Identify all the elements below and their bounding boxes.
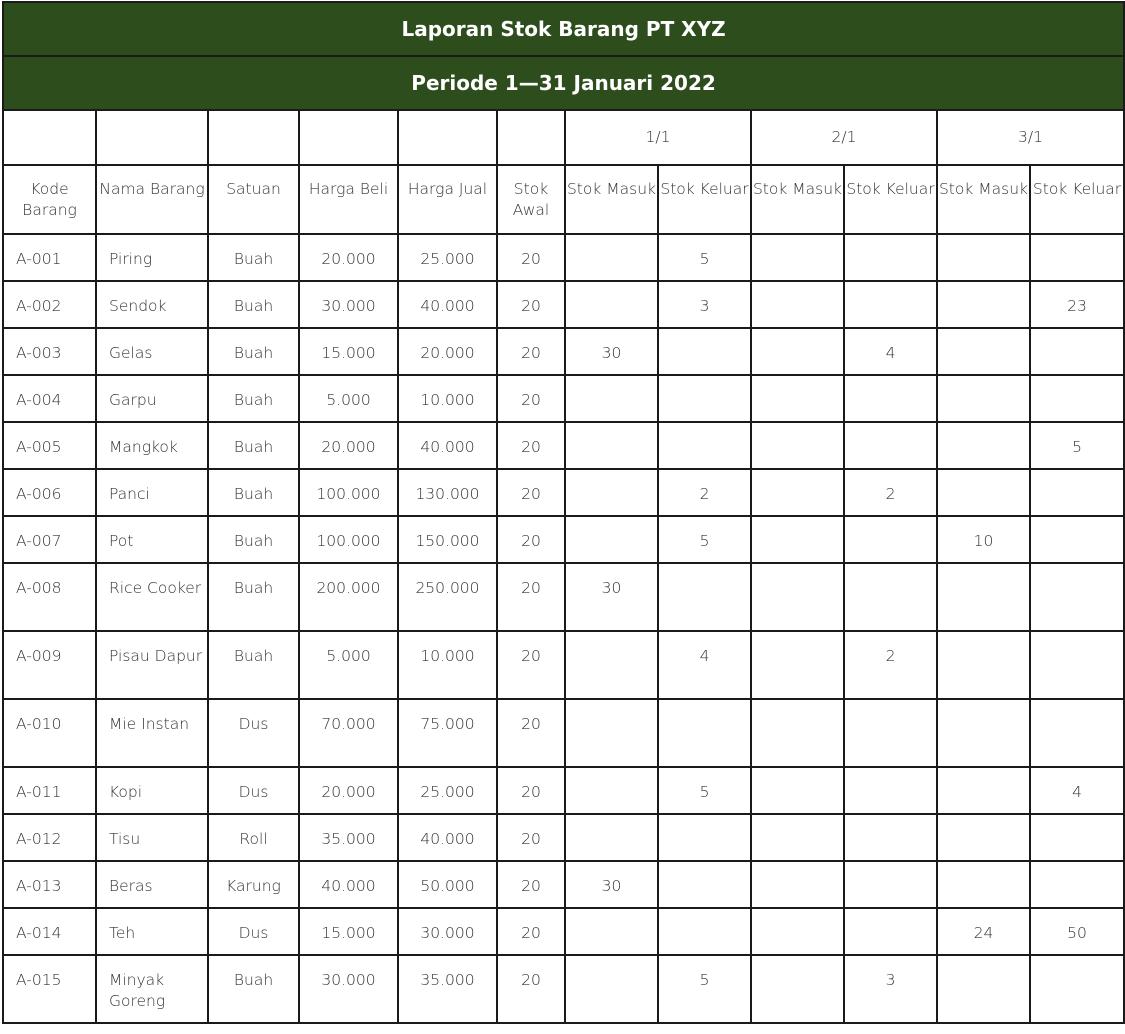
table-row — [3, 375, 1124, 422]
cell-stok-keluar-2 — [844, 375, 937, 422]
cell-satuan: Buah — [208, 375, 299, 422]
cell-nama: Garpu — [96, 375, 208, 422]
cell-stok-masuk-1 — [565, 422, 658, 469]
table-row — [3, 516, 1124, 563]
cell-harga-beli: 30.000 — [299, 281, 398, 328]
cell-stok-awal: 20 — [497, 699, 565, 767]
cell-satuan: Dus — [208, 699, 299, 767]
cell-stok-masuk-1 — [565, 814, 658, 861]
cell-stok-masuk-3: 10 — [937, 516, 1030, 563]
cell-stok-keluar-3 — [1030, 516, 1124, 563]
cell-satuan: Buah — [208, 328, 299, 375]
cell-stok-masuk-3 — [937, 699, 1030, 767]
cell-stok-masuk-3 — [937, 767, 1030, 814]
cell-satuan: Dus — [208, 767, 299, 814]
cell-stok-awal: 20 — [497, 422, 565, 469]
cell-stok-masuk-3 — [937, 563, 1030, 631]
cell-harga-beli: 5.000 — [299, 631, 398, 699]
col-header-stok-keluar: Stok Keluar — [844, 165, 937, 234]
cell-stok-keluar-3: 50 — [1030, 908, 1124, 955]
cell-stok-keluar-2: 4 — [844, 328, 937, 375]
empty-header-cell — [299, 110, 398, 165]
cell-kode: A-009 — [3, 631, 96, 699]
empty-header-cell — [497, 110, 565, 165]
cell-stok-awal: 20 — [497, 814, 565, 861]
cell-stok-masuk-3 — [937, 234, 1030, 281]
cell-stok-masuk-1: 30 — [565, 328, 658, 375]
cell-harga-beli: 5.000 — [299, 375, 398, 422]
cell-stok-keluar-3: 5 — [1030, 422, 1124, 469]
cell-nama: Piring — [96, 234, 208, 281]
stock-report — [2, 1, 1123, 1024]
cell-kode: A-015 — [3, 955, 96, 1023]
col-header-harga-beli: Harga Beli — [299, 165, 398, 234]
cell-stok-keluar-2 — [844, 281, 937, 328]
cell-stok-masuk-1 — [565, 631, 658, 699]
cell-stok-masuk-2 — [751, 281, 844, 328]
cell-stok-keluar-3 — [1030, 631, 1124, 699]
cell-stok-masuk-2 — [751, 955, 844, 1023]
cell-stok-masuk-2 — [751, 908, 844, 955]
cell-stok-masuk-3 — [937, 861, 1030, 908]
table-row — [3, 699, 1124, 767]
cell-nama: Pisau Dapur — [96, 631, 208, 699]
cell-harga-beli: 100.000 — [299, 516, 398, 563]
cell-harga-jual: 10.000 — [398, 631, 497, 699]
cell-stok-awal: 20 — [497, 328, 565, 375]
cell-stok-keluar-2 — [844, 563, 937, 631]
cell-nama: Pot — [96, 516, 208, 563]
cell-harga-jual: 10.000 — [398, 375, 497, 422]
cell-kode: A-005 — [3, 422, 96, 469]
cell-stok-keluar-1: 3 — [658, 281, 751, 328]
cell-kode: A-008 — [3, 563, 96, 631]
cell-kode: A-006 — [3, 469, 96, 516]
cell-nama: Rice Cooker — [96, 563, 208, 631]
cell-stok-masuk-1 — [565, 281, 658, 328]
cell-kode: A-004 — [3, 375, 96, 422]
cell-stok-keluar-2: 3 — [844, 955, 937, 1023]
cell-nama: Gelas — [96, 328, 208, 375]
cell-stok-masuk-1 — [565, 234, 658, 281]
table-row — [3, 631, 1124, 699]
cell-nama: Tisu — [96, 814, 208, 861]
cell-stok-masuk-2 — [751, 631, 844, 699]
column-header-row — [3, 165, 1124, 234]
cell-satuan: Roll — [208, 814, 299, 861]
cell-kode: A-002 — [3, 281, 96, 328]
cell-stok-keluar-1: 5 — [658, 234, 751, 281]
cell-stok-masuk-3 — [937, 422, 1030, 469]
cell-stok-keluar-3: 23 — [1030, 281, 1124, 328]
cell-stok-masuk-1 — [565, 955, 658, 1023]
cell-stok-keluar-1 — [658, 908, 751, 955]
table-row — [3, 281, 1124, 328]
cell-stok-keluar-3: 4 — [1030, 767, 1124, 814]
cell-stok-masuk-3 — [937, 281, 1030, 328]
cell-harga-jual: 35.000 — [398, 955, 497, 1023]
table-row — [3, 422, 1124, 469]
empty-header-cell — [3, 110, 96, 165]
cell-harga-beli: 200.000 — [299, 563, 398, 631]
cell-satuan: Buah — [208, 422, 299, 469]
cell-harga-beli: 20.000 — [299, 422, 398, 469]
cell-harga-jual: 40.000 — [398, 281, 497, 328]
cell-stok-keluar-1: 5 — [658, 767, 751, 814]
cell-kode: A-011 — [3, 767, 96, 814]
cell-stok-awal: 20 — [497, 955, 565, 1023]
cell-stok-keluar-2 — [844, 422, 937, 469]
cell-stok-keluar-3 — [1030, 814, 1124, 861]
cell-stok-masuk-3 — [937, 375, 1030, 422]
cell-satuan: Buah — [208, 563, 299, 631]
empty-header-cell — [96, 110, 208, 165]
cell-harga-jual: 25.000 — [398, 234, 497, 281]
cell-stok-keluar-1: 5 — [658, 516, 751, 563]
cell-kode: A-007 — [3, 516, 96, 563]
cell-harga-jual: 25.000 — [398, 767, 497, 814]
cell-stok-keluar-1: 5 — [658, 955, 751, 1023]
cell-kode: A-001 — [3, 234, 96, 281]
cell-satuan: Buah — [208, 234, 299, 281]
cell-stok-keluar-1 — [658, 861, 751, 908]
cell-stok-masuk-1 — [565, 516, 658, 563]
cell-stok-awal: 20 — [497, 631, 565, 699]
cell-harga-jual: 75.000 — [398, 699, 497, 767]
cell-harga-beli: 15.000 — [299, 908, 398, 955]
cell-stok-masuk-2 — [751, 516, 844, 563]
cell-satuan: Dus — [208, 908, 299, 955]
cell-stok-masuk-3 — [937, 814, 1030, 861]
cell-stok-keluar-3 — [1030, 563, 1124, 631]
cell-stok-keluar-1 — [658, 699, 751, 767]
cell-harga-jual: 40.000 — [398, 814, 497, 861]
cell-stok-masuk-1 — [565, 699, 658, 767]
cell-stok-keluar-3 — [1030, 234, 1124, 281]
cell-kode: A-003 — [3, 328, 96, 375]
cell-stok-masuk-2 — [751, 699, 844, 767]
cell-stok-awal: 20 — [497, 234, 565, 281]
cell-stok-keluar-2 — [844, 814, 937, 861]
cell-stok-keluar-1 — [658, 375, 751, 422]
cell-stok-awal: 20 — [497, 281, 565, 328]
cell-nama: Teh — [96, 908, 208, 955]
report-period: Periode 1—31 Januari 2022 — [3, 56, 1124, 110]
cell-stok-keluar-1 — [658, 422, 751, 469]
cell-kode: A-012 — [3, 814, 96, 861]
cell-satuan: Karung — [208, 861, 299, 908]
cell-satuan: Buah — [208, 469, 299, 516]
col-header-stok-keluar: Stok Keluar — [658, 165, 751, 234]
cell-stok-awal: 20 — [497, 375, 565, 422]
date-header-2: 2/1 — [751, 110, 937, 165]
cell-harga-beli: 30.000 — [299, 955, 398, 1023]
table-row — [3, 814, 1124, 861]
cell-nama: Mangkok — [96, 422, 208, 469]
cell-kode: A-014 — [3, 908, 96, 955]
table-row — [3, 955, 1124, 1023]
cell-stok-masuk-3 — [937, 469, 1030, 516]
cell-stok-masuk-3 — [937, 328, 1030, 375]
cell-stok-awal: 20 — [497, 563, 565, 631]
cell-kode: A-013 — [3, 861, 96, 908]
cell-stok-keluar-1 — [658, 563, 751, 631]
cell-stok-keluar-2 — [844, 861, 937, 908]
cell-stok-awal: 20 — [497, 767, 565, 814]
cell-stok-keluar-3 — [1030, 375, 1124, 422]
cell-stok-awal: 20 — [497, 516, 565, 563]
cell-stok-masuk-1 — [565, 767, 658, 814]
cell-harga-jual: 50.000 — [398, 861, 497, 908]
cell-harga-beli: 35.000 — [299, 814, 398, 861]
col-header-satuan: Satuan — [208, 165, 299, 234]
cell-harga-beli: 20.000 — [299, 767, 398, 814]
cell-satuan: Buah — [208, 631, 299, 699]
cell-stok-masuk-2 — [751, 469, 844, 516]
cell-stok-keluar-3 — [1030, 469, 1124, 516]
cell-nama: Sendok — [96, 281, 208, 328]
cell-stok-keluar-3 — [1030, 328, 1124, 375]
table-row — [3, 861, 1124, 908]
cell-stok-masuk-1 — [565, 375, 658, 422]
cell-satuan: Buah — [208, 281, 299, 328]
cell-stok-masuk-3 — [937, 631, 1030, 699]
cell-harga-jual: 40.000 — [398, 422, 497, 469]
cell-satuan: Buah — [208, 516, 299, 563]
col-header-stok-masuk: Stok Masuk — [937, 165, 1030, 234]
cell-stok-masuk-1 — [565, 469, 658, 516]
cell-stok-masuk-1 — [565, 908, 658, 955]
cell-stok-masuk-1: 30 — [565, 861, 658, 908]
cell-harga-jual: 250.000 — [398, 563, 497, 631]
cell-stok-masuk-3: 24 — [937, 908, 1030, 955]
col-header-stok-masuk: Stok Masuk — [565, 165, 658, 234]
cell-nama: Panci — [96, 469, 208, 516]
cell-stok-masuk-2 — [751, 234, 844, 281]
table-row — [3, 563, 1124, 631]
table-row — [3, 908, 1124, 955]
col-header-stok-masuk: Stok Masuk — [751, 165, 844, 234]
cell-nama: Mie Instan — [96, 699, 208, 767]
cell-stok-masuk-2 — [751, 422, 844, 469]
cell-stok-keluar-3 — [1030, 955, 1124, 1023]
date-header-3: 3/1 — [937, 110, 1124, 165]
cell-harga-beli: 100.000 — [299, 469, 398, 516]
cell-harga-beli: 15.000 — [299, 328, 398, 375]
cell-stok-keluar-2 — [844, 699, 937, 767]
cell-harga-beli: 20.000 — [299, 234, 398, 281]
cell-harga-jual: 30.000 — [398, 908, 497, 955]
table-row — [3, 767, 1124, 814]
cell-stok-keluar-1 — [658, 814, 751, 861]
cell-stok-keluar-3 — [1030, 861, 1124, 908]
cell-stok-awal: 20 — [497, 861, 565, 908]
cell-harga-beli: 40.000 — [299, 861, 398, 908]
cell-stok-masuk-2 — [751, 328, 844, 375]
cell-nama: Kopi — [96, 767, 208, 814]
col-header-nama: Nama Barang — [96, 165, 208, 234]
col-header-stok-keluar: Stok Keluar — [1030, 165, 1124, 234]
cell-harga-jual: 150.000 — [398, 516, 497, 563]
cell-stok-keluar-2 — [844, 516, 937, 563]
date-header-row — [3, 110, 1124, 165]
cell-stok-masuk-2 — [751, 375, 844, 422]
cell-stok-keluar-1: 2 — [658, 469, 751, 516]
cell-stok-masuk-2 — [751, 861, 844, 908]
cell-stok-keluar-2 — [844, 767, 937, 814]
cell-stok-keluar-2 — [844, 234, 937, 281]
empty-header-cell — [398, 110, 497, 165]
cell-kode: A-010 — [3, 699, 96, 767]
cell-satuan: Buah — [208, 955, 299, 1023]
cell-stok-awal: 20 — [497, 908, 565, 955]
report-title: Laporan Stok Barang PT XYZ — [3, 2, 1124, 56]
cell-harga-beli: 70.000 — [299, 699, 398, 767]
cell-stok-masuk-1: 30 — [565, 563, 658, 631]
col-header-harga-jual: Harga Jual — [398, 165, 497, 234]
table-row — [3, 234, 1124, 281]
cell-stok-keluar-3 — [1030, 699, 1124, 767]
cell-stok-masuk-2 — [751, 814, 844, 861]
table-row — [3, 328, 1124, 375]
table-row — [3, 469, 1124, 516]
cell-stok-masuk-2 — [751, 767, 844, 814]
col-header-kode: Kode Barang — [3, 165, 96, 234]
cell-stok-masuk-3 — [937, 955, 1030, 1023]
cell-stok-keluar-1 — [658, 328, 751, 375]
cell-harga-jual: 130.000 — [398, 469, 497, 516]
cell-stok-awal: 20 — [497, 469, 565, 516]
cell-stok-keluar-1: 4 — [658, 631, 751, 699]
stock-table — [2, 1, 1125, 1024]
cell-stok-keluar-2: 2 — [844, 631, 937, 699]
cell-stok-keluar-2 — [844, 908, 937, 955]
col-header-stok-awal: Stok Awal — [497, 165, 565, 234]
cell-harga-jual: 20.000 — [398, 328, 497, 375]
date-header-1: 1/1 — [565, 110, 751, 165]
cell-nama: Beras — [96, 861, 208, 908]
cell-stok-masuk-2 — [751, 563, 844, 631]
cell-stok-keluar-2: 2 — [844, 469, 937, 516]
empty-header-cell — [208, 110, 299, 165]
cell-nama: Minyak Goreng — [96, 955, 208, 1023]
